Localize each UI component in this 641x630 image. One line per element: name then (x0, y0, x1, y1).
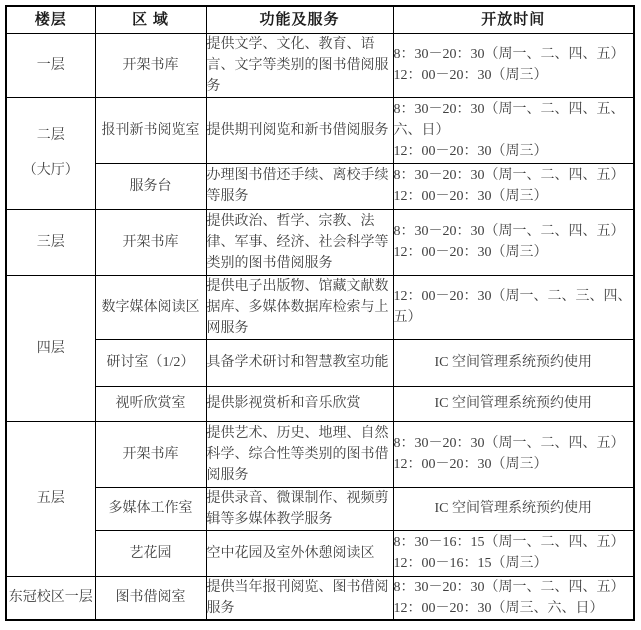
hours-line: 12：00－20：30（周一、二、三、四、五） (393, 289, 632, 325)
area-cell: 多媒体工作室 (95, 487, 206, 530)
hours-line: 12：00－20：30（周三） (393, 457, 548, 472)
library-hours-table-container (5, 5, 635, 621)
floor-label: 二层 (36, 128, 65, 143)
service-cell: 提供当年报刊阅览、图书借阅服务 (206, 576, 393, 620)
floor-cell (6, 275, 95, 421)
area-cell: 视听欣赏室 (95, 386, 206, 421)
hours-cell (393, 209, 634, 275)
service-cell: 提供录音、微课制作、视频剪辑等多媒体教学服务 (206, 487, 393, 530)
hours-line: 12：00－16：15（周三） (393, 556, 548, 571)
library-hours-table (5, 5, 635, 621)
floor-cell (6, 97, 95, 209)
col-header-floor: 楼层 (6, 6, 95, 33)
area-cell: 艺花园 (95, 530, 206, 576)
service-cell: 提供艺术、历史、地理、自然科学、综合性等类别的图书借阅服务 (206, 421, 393, 487)
area-cell: 开架书库 (95, 33, 206, 97)
col-header-hours: 开放时间 (393, 6, 634, 33)
table-row (6, 386, 634, 421)
service-cell: 提供影视赏析和音乐欣赏 (206, 386, 393, 421)
floor-label: 一层 (36, 57, 65, 73)
service-cell: 办理图书借还手续、离校手续等服务 (206, 163, 393, 209)
table-row (6, 421, 634, 487)
area-cell: 图书借阅室 (95, 576, 206, 620)
service-cell: 提供政治、哲学、宗教、法律、军事、经济、社会科学等类别的图书借阅服务 (206, 209, 393, 275)
table-row (6, 163, 634, 209)
service-cell: 提供期刊阅览和新书借阅服务 (206, 97, 393, 163)
floor-cell (6, 209, 95, 275)
hours-line: IC 空间管理系统预约使用 (434, 396, 592, 411)
area-cell: 数字媒体阅读区 (95, 275, 206, 339)
floor-label-sub: （大厅） (22, 163, 79, 178)
hours-line: 8：30－20：30（周一、二、四、五、六、日） (393, 101, 625, 138)
service-cell: 提供文学、文化、教育、语言、文字等类别的图书借阅服务 (206, 33, 393, 97)
hours-line: 12：00－20：30（周三） (393, 143, 548, 159)
hours-line: 12：00－20：30（周三） (393, 68, 548, 83)
hours-line: 8：30－20：30（周一、二、四、五） (393, 579, 625, 595)
hours-line: 12：00－20：30（周三） (393, 189, 548, 204)
hours-cell (393, 97, 634, 163)
col-header-services: 功能及服务 (206, 6, 393, 33)
table-row (6, 530, 634, 576)
hours-line: 8：30－20：30（周一、二、四、五） (393, 436, 625, 451)
table-row (6, 339, 634, 386)
hours-cell (393, 530, 634, 576)
hours-line: 8：30－20：30（周一、二、四、五） (393, 47, 625, 62)
floor-cell (6, 33, 95, 97)
header-row (6, 6, 634, 33)
area-cell: 研讨室（1/2） (95, 339, 206, 386)
table-row (6, 33, 634, 97)
table-row (6, 576, 634, 620)
service-cell: 提供电子出版物、馆藏文献数据库、多媒体数据库检索与上网服务 (206, 275, 393, 339)
floor-label: 五层 (36, 491, 65, 506)
hours-line: 8：30－20：30（周一、二、四、五） (393, 224, 625, 239)
table-row (6, 97, 634, 163)
floor-cell (6, 421, 95, 576)
hours-line: IC 空间管理系统预约使用 (434, 355, 592, 370)
area-cell: 服务台 (95, 163, 206, 209)
service-cell: 空中花园及室外休憩阅读区 (206, 530, 393, 576)
hours-cell (393, 386, 634, 421)
table-row (6, 275, 634, 339)
hours-cell (393, 576, 634, 620)
hours-line: IC 空间管理系统预约使用 (434, 501, 592, 516)
table-row (6, 487, 634, 530)
hours-line: 12：00－20：30（周三） (393, 245, 548, 260)
floor-label: 东冠校区一层 (8, 590, 93, 605)
area-cell: 开架书库 (95, 421, 206, 487)
area-cell: 开架书库 (95, 209, 206, 275)
hours-line: 8：30－16：15（周一、二、四、五） (393, 535, 625, 550)
floor-label: 三层 (36, 234, 65, 250)
hours-line: 12：00－20：30（周三、六、日） (393, 600, 604, 616)
table-row (6, 209, 634, 275)
floor-label: 四层 (36, 340, 65, 356)
hours-cell (393, 339, 634, 386)
hours-cell (393, 275, 634, 339)
area-cell: 报刊新书阅览室 (95, 97, 206, 163)
hours-cell (393, 33, 634, 97)
hours-line: 8：30－20：30（周一、二、四、五） (393, 168, 625, 183)
floor-cell (6, 576, 95, 620)
hours-cell (393, 163, 634, 209)
hours-cell (393, 421, 634, 487)
col-header-area: 区 域 (95, 6, 206, 33)
service-cell: 具备学术研讨和智慧教室功能 (206, 339, 393, 386)
hours-cell (393, 487, 634, 530)
